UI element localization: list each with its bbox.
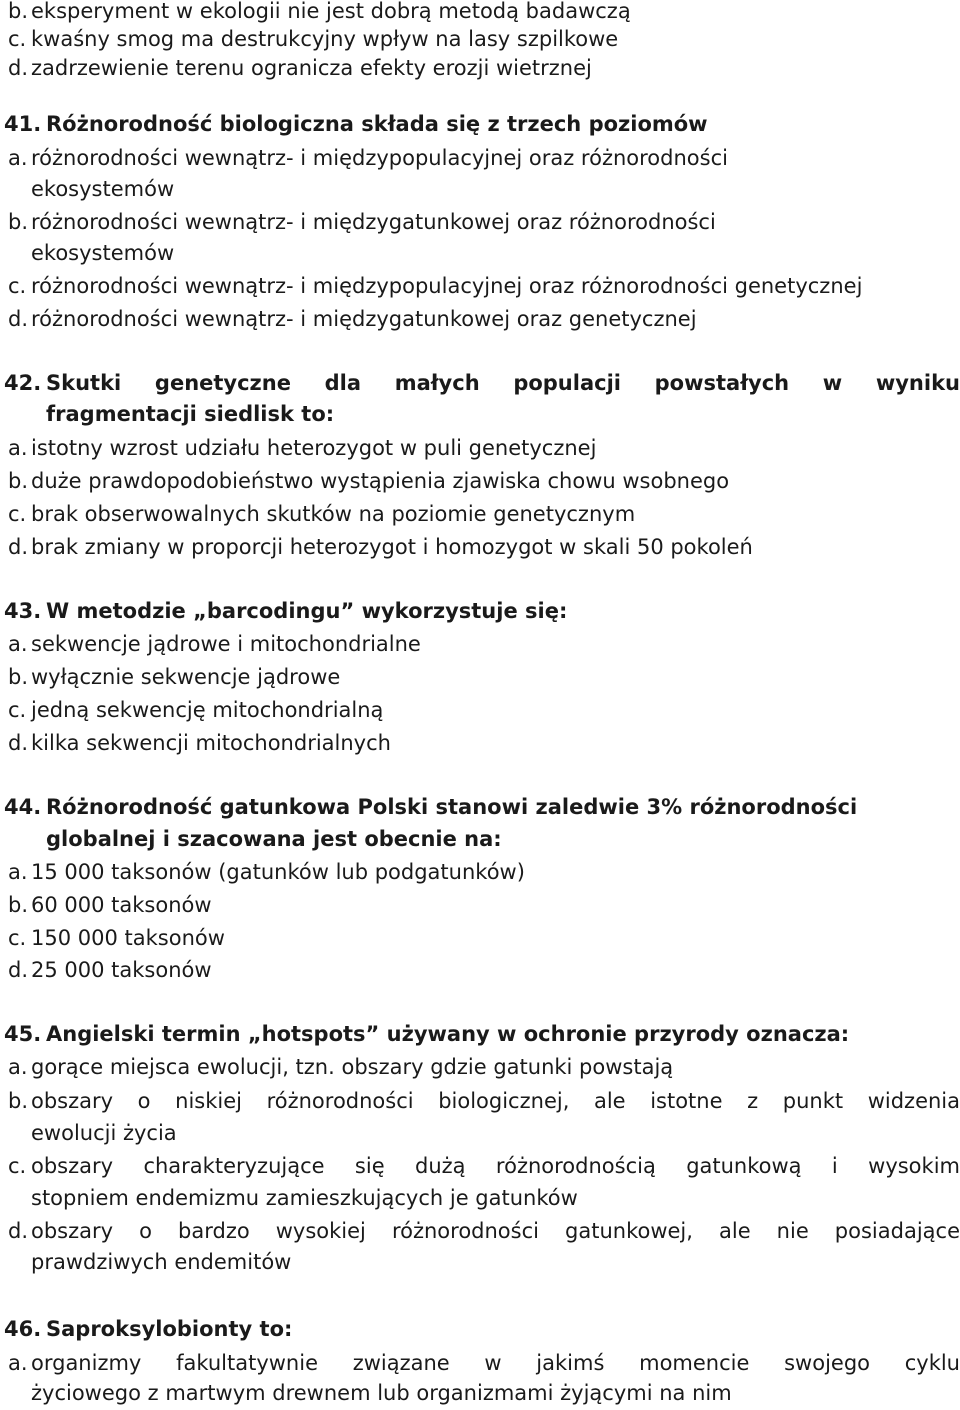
question-heading: [0, 1313, 960, 1346]
option-marker: b.: [8, 665, 29, 689]
option-marker: b.: [8, 0, 29, 23]
option-item: [0, 922, 960, 955]
option-text-continued: ewolucji życia: [31, 1121, 177, 1145]
option-text-continued: prawdziwych endemitów: [31, 1250, 292, 1274]
option-marker: c.: [8, 274, 27, 298]
option-marker: a.: [8, 436, 28, 460]
option-text: wyłącznie sekwencje jądrowe: [31, 665, 341, 689]
option-text-continued: życiowego z martwym drewnem lub organizmami żyjącymi na nim: [31, 1381, 732, 1405]
option-text: różnorodności wewnątrz- i międzypopulacyjnej oraz różnorodności: [31, 146, 728, 170]
option-text: różnorodności wewnątrz- i międzygatunkowej oraz genetycznej: [31, 307, 697, 331]
option-text: organizmy fakultatywnie związane w jakimś momencie swojego cyklu: [31, 1351, 960, 1375]
option-item: [0, 303, 960, 336]
question-heading: [0, 1018, 960, 1051]
question-number: 43.: [4, 599, 42, 623]
option-text: istotny wzrost udziału heterozygot w puli genetycznej: [31, 436, 597, 460]
option-marker: a.: [8, 1055, 28, 1079]
option-text: brak zmiany w proporcji heterozygot i homozygot w skali 50 pokoleń: [31, 535, 753, 559]
option-item: [0, 1085, 960, 1118]
option-text: 60 000 taksonów: [31, 893, 212, 917]
question-text-continued: fragmentacji siedlisk to:: [46, 402, 335, 426]
question-heading: [0, 791, 960, 824]
option-item: [0, 694, 960, 727]
question-text: W metodzie „barcodingu” wykorzystuje się:: [46, 599, 568, 623]
option-text: duże prawdopodobieństwo wystąpienia zjawiska chowu wsobnego: [31, 469, 730, 493]
option-marker: d.: [8, 731, 29, 755]
option-marker: a.: [8, 146, 28, 170]
option-text: obszary charakteryzujące się dużą różnorodnością gatunkową i wysokim: [31, 1154, 960, 1178]
question-number: 45.: [4, 1022, 42, 1046]
question-text: Różnorodność gatunkowa Polski stanowi zaledwie 3% różnorodności: [46, 795, 858, 819]
question-number: 46.: [4, 1317, 42, 1341]
option-text: zadrzewienie terenu ogranicza efekty erozji wietrznej: [31, 56, 592, 80]
option-item: [0, 432, 960, 465]
option-item: [0, 52, 960, 85]
option-marker: d.: [8, 958, 29, 982]
option-marker: c.: [8, 502, 27, 526]
option-item: [0, 727, 960, 760]
question-text: Saproksylobionty to:: [46, 1317, 293, 1341]
option-item: [0, 270, 960, 303]
option-text: sekwencje jądrowe i mitochondrialne: [31, 632, 421, 656]
option-marker: d.: [8, 535, 29, 559]
option-text: 15 000 taksonów (gatunków lub podgatunków): [31, 860, 525, 884]
option-marker: c.: [8, 1154, 27, 1178]
option-item: [0, 531, 960, 564]
option-text: brak obserwowalnych skutków na poziomie genetycznym: [31, 502, 636, 526]
option-item: [0, 1347, 960, 1380]
option-marker: b.: [8, 469, 29, 493]
question-text: Angielski termin „hotspots” używany w ochronie przyrody oznacza:: [46, 1022, 850, 1046]
option-item: [0, 206, 960, 239]
option-item: [0, 856, 960, 889]
option-text: różnorodności wewnątrz- i międzypopulacyjnej oraz różnorodności genetycznej: [31, 274, 863, 298]
option-marker: d.: [8, 307, 29, 331]
option-item: [0, 628, 960, 661]
option-item: [0, 465, 960, 498]
option-text: kwaśny smog ma destrukcyjny wpływ na lasy szpilkowe: [31, 27, 619, 51]
question-text-continued: globalnej i szacowana jest obecnie na:: [46, 827, 502, 851]
question-heading: [0, 108, 960, 141]
question-heading: [0, 595, 960, 628]
option-text: 150 000 taksonów: [31, 926, 225, 950]
option-marker: a.: [8, 632, 28, 656]
option-text: jedną sekwencję mitochondrialną: [31, 698, 384, 722]
option-text: kilka sekwencji mitochondrialnych: [31, 731, 391, 755]
question-heading: [0, 367, 960, 400]
option-text: gorące miejsca ewolucji, tzn. obszary gdzie gatunki powstają: [31, 1055, 674, 1079]
option-text-continued: ekosystemów: [31, 177, 175, 201]
question-number: 41.: [4, 112, 42, 136]
option-text-continued: stopniem endemizmu zamieszkujących je gatunków: [31, 1186, 578, 1210]
option-item: [0, 1150, 960, 1183]
option-text: obszary o niskiej różnorodności biologicznej, ale istotne z punkt widzenia: [31, 1089, 960, 1113]
option-marker: b.: [8, 210, 29, 234]
option-text: eksperyment w ekologii nie jest dobrą metodą badawczą: [31, 0, 631, 23]
option-item: [0, 954, 960, 987]
option-item: [0, 661, 960, 694]
option-marker: c.: [8, 926, 27, 950]
question-text: Skutki genetyczne dla małych populacji powstałych w wyniku: [46, 371, 960, 395]
option-text: różnorodności wewnątrz- i międzygatunkowej oraz różnorodności: [31, 210, 716, 234]
option-marker: b.: [8, 893, 29, 917]
option-marker: d.: [8, 1219, 29, 1243]
option-item: [0, 142, 960, 175]
option-marker: c.: [8, 27, 27, 51]
question-number: 44.: [4, 795, 42, 819]
option-item: [0, 1051, 960, 1084]
question-text: Różnorodność biologiczna składa się z trzech poziomów: [46, 112, 708, 136]
option-item: [0, 889, 960, 922]
option-item: [0, 498, 960, 531]
option-marker: a.: [8, 1351, 28, 1375]
option-item: [0, 1215, 960, 1248]
option-text: obszary o bardzo wysokiej różnorodności gatunkowej, ale nie posiadające: [31, 1219, 960, 1243]
option-marker: b.: [8, 1089, 29, 1113]
option-text: 25 000 taksonów: [31, 958, 212, 982]
option-marker: c.: [8, 698, 27, 722]
option-marker: a.: [8, 860, 28, 884]
question-number: 42.: [4, 371, 42, 395]
option-text-continued: ekosystemów: [31, 241, 175, 265]
option-marker: d.: [8, 56, 29, 80]
